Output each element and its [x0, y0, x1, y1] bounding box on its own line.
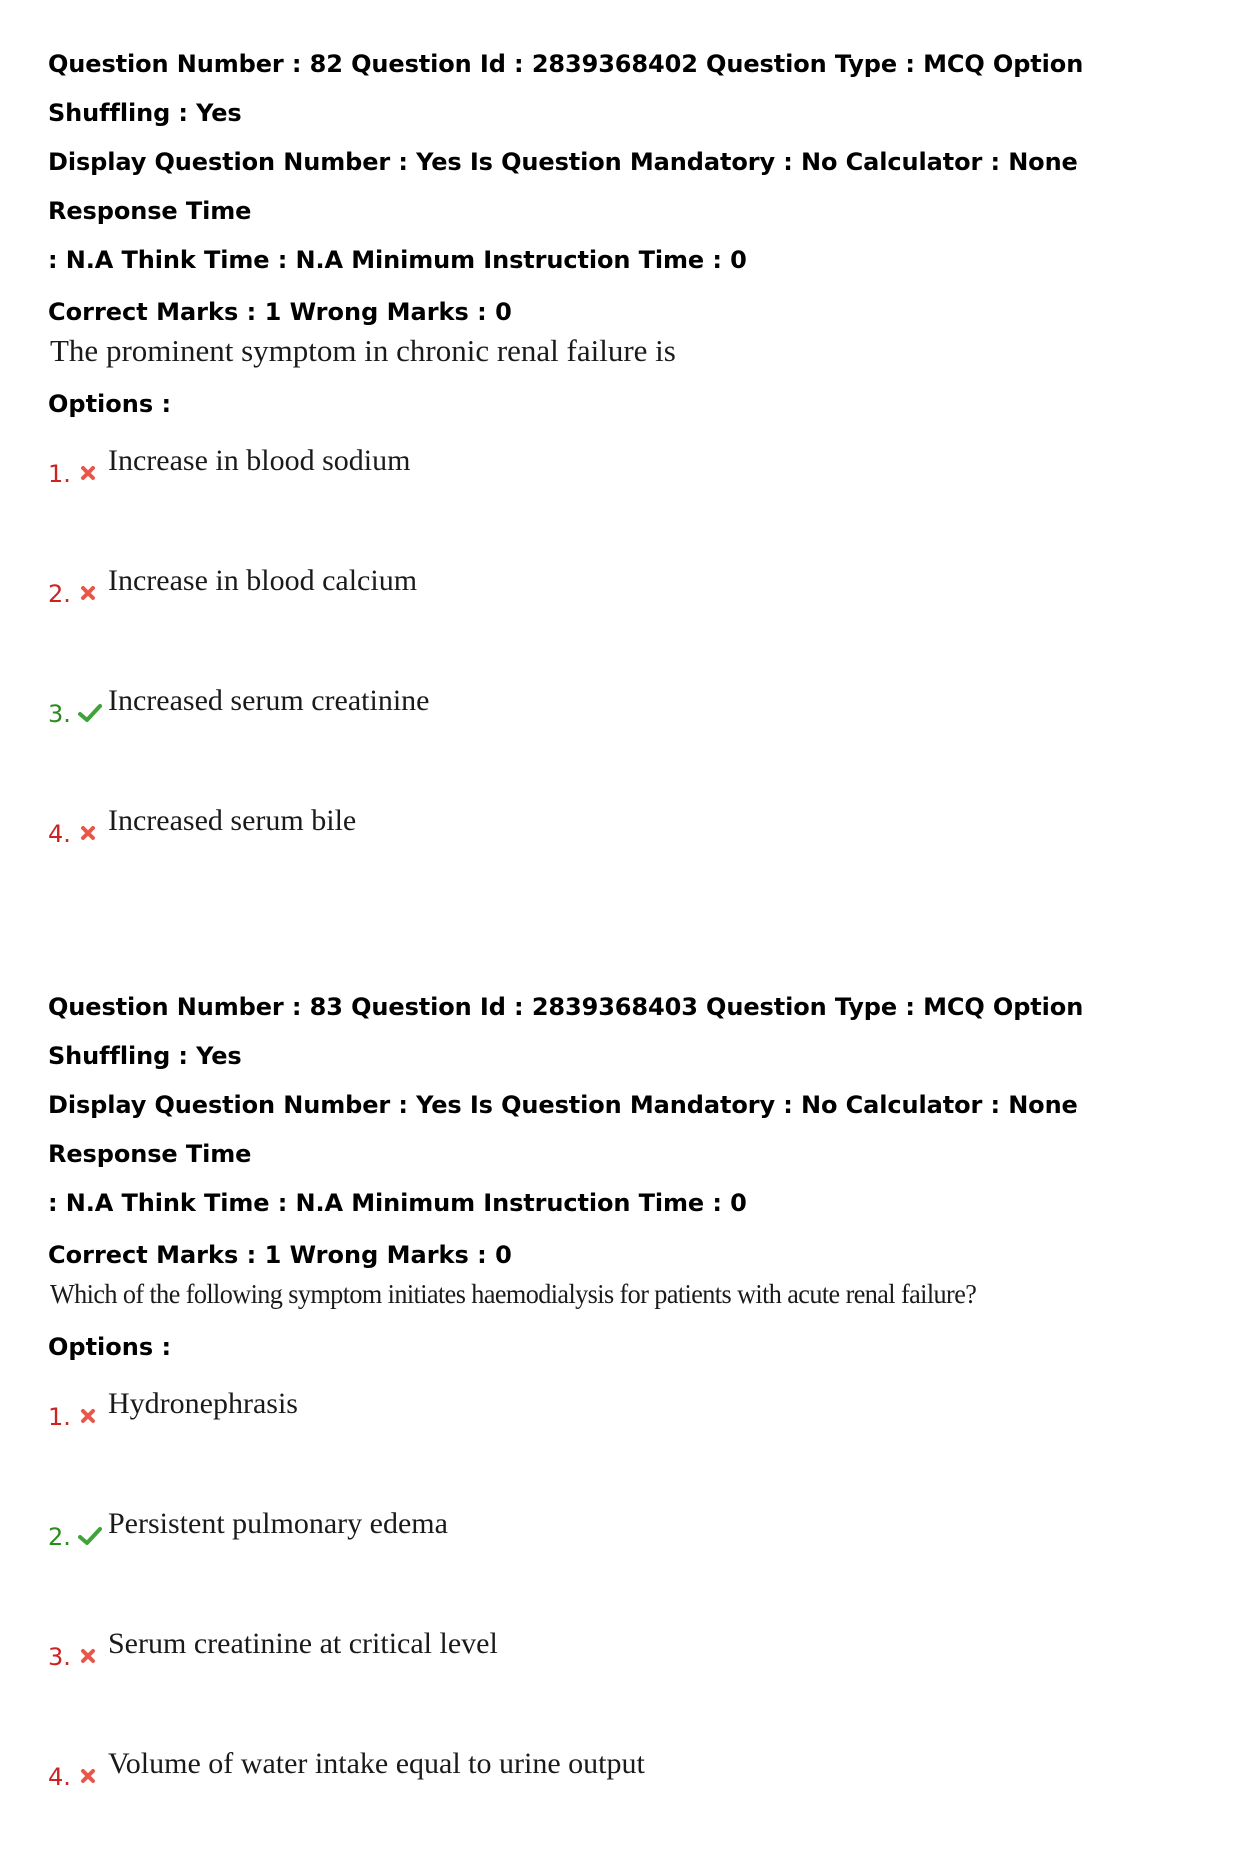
question-text: The prominent symptom in chronic renal failure is	[50, 333, 676, 368]
option-text: Increase in blood sodium	[108, 444, 411, 477]
option-text: Serum creatinine at critical level	[108, 1627, 498, 1660]
options-list	[48, 1386, 1208, 1866]
cross-icon	[78, 823, 98, 843]
option-text: Hydronephrasis	[108, 1387, 298, 1420]
question-meta-line-1: Question Number : 82 Question Id : 2839368402 Question Type : MCQ Option Shuffling : Yes	[48, 50, 1084, 127]
options-label: Options :	[48, 1333, 172, 1361]
option-text: Increased serum bile	[108, 804, 357, 837]
option-number: 3.	[48, 700, 71, 728]
option-3	[48, 1626, 1208, 1746]
question-marks: Correct Marks : 1 Wrong Marks : 0	[48, 1241, 512, 1269]
option-number: 2.	[48, 580, 71, 608]
question-paper	[48, 40, 1208, 1866]
question-83	[48, 983, 1208, 1866]
option-3	[48, 683, 1208, 803]
option-text: Increase in blood calcium	[108, 564, 418, 597]
option-4	[48, 803, 1208, 923]
option-2	[48, 563, 1208, 683]
question-meta-line-1: Question Number : 83 Question Id : 2839368403 Question Type : MCQ Option Shuffling : Yes	[48, 993, 1084, 1070]
question-meta-line-3: : N.A Think Time : N.A Minimum Instruction Time : 0	[48, 1189, 747, 1217]
question-meta-line-2: Display Question Number : Yes Is Question Mandatory : No Calculator : None Response Time	[48, 148, 1078, 225]
options-label: Options :	[48, 390, 172, 418]
option-4	[48, 1746, 1208, 1866]
option-number: 1.	[48, 1403, 71, 1431]
cross-icon	[78, 1406, 98, 1426]
option-number: 1.	[48, 460, 71, 488]
check-icon	[78, 1526, 98, 1546]
cross-icon	[78, 1646, 98, 1666]
cross-icon	[78, 583, 98, 603]
question-meta-line-2: Display Question Number : Yes Is Question Mandatory : No Calculator : None Response Time	[48, 1091, 1078, 1168]
option-1	[48, 1386, 1208, 1506]
option-1	[48, 443, 1208, 563]
option-2	[48, 1506, 1208, 1626]
check-icon	[78, 703, 98, 723]
option-text: Increased serum creatinine	[108, 684, 430, 717]
option-number: 4.	[48, 820, 71, 848]
cross-icon	[78, 463, 98, 483]
option-number: 3.	[48, 1643, 71, 1671]
cross-icon	[78, 1766, 98, 1786]
option-text: Persistent pulmonary edema	[108, 1507, 448, 1540]
question-82	[48, 40, 1208, 923]
options-list	[48, 443, 1208, 923]
option-text: Volume of water intake equal to urine output	[108, 1747, 645, 1780]
question-meta-line-3: : N.A Think Time : N.A Minimum Instruction Time : 0	[48, 246, 747, 274]
question-text: Which of the following symptom initiates haemodialysis for patients with acute renal failure?	[50, 1279, 977, 1309]
option-number: 4.	[48, 1763, 71, 1791]
option-number: 2.	[48, 1523, 71, 1551]
question-marks: Correct Marks : 1 Wrong Marks : 0	[48, 298, 512, 326]
